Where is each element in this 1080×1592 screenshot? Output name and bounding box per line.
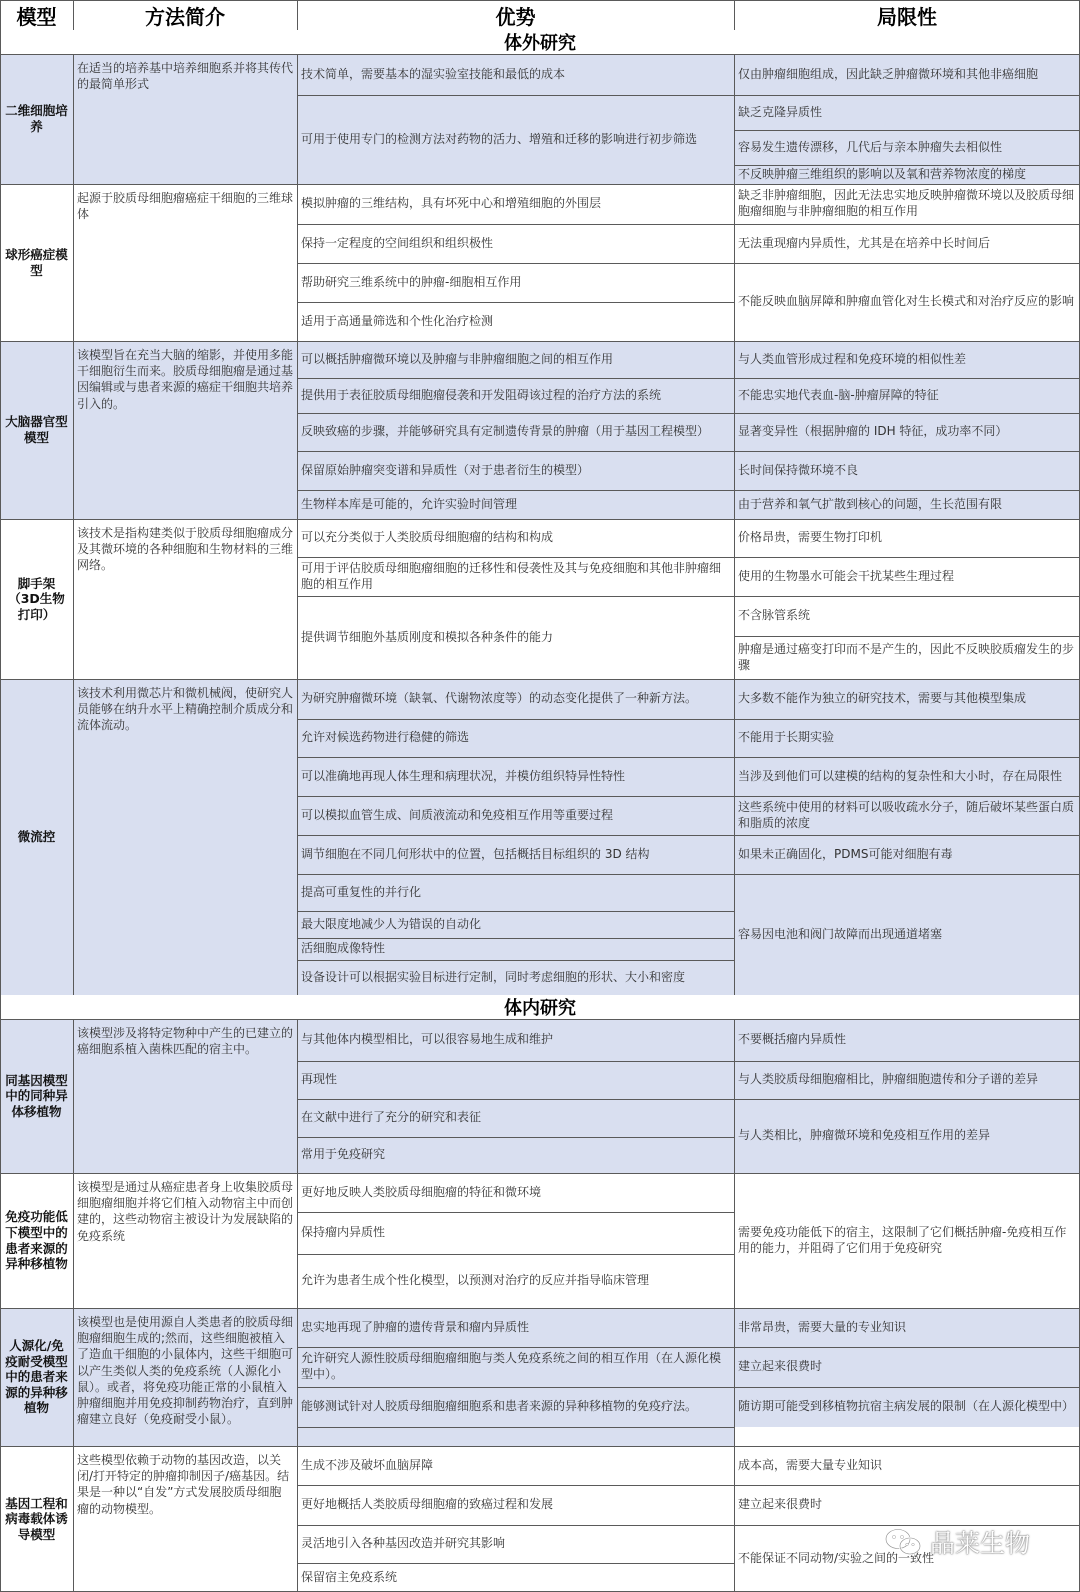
advantage-item (297, 95, 734, 184)
advantage-item (297, 835, 734, 874)
grid-line (734, 224, 1080, 225)
limitation-item-text: 如果未正确固化，PDMS可能对细胞有毒 (738, 846, 953, 861)
advantage-item-text: 反映致癌的步骤，并能够研究具有定制遗传背景的肿瘤（用于基因工程模型） (301, 424, 710, 439)
grid-line (297, 0, 298, 30)
limitation-item-text: 不含脉管系统 (738, 608, 811, 623)
limitation-item (734, 451, 1080, 490)
advantage-item (297, 679, 734, 719)
grid-line (297, 1427, 734, 1428)
column-header-text: 优势 (495, 4, 536, 29)
grid-line (297, 757, 734, 758)
grid-line (297, 874, 734, 875)
column-header-text: 方法简介 (145, 4, 225, 29)
grid-line (734, 1061, 1080, 1062)
grid-line (73, 519, 74, 679)
grid-line (0, 1308, 1080, 1309)
model-description-text: 该技术利用微芯片和微机械阀，使研究人员能够在纳升水平上精确控制介质成分和流体流动。 (77, 686, 294, 733)
grid-line (734, 1446, 735, 1592)
grid-line (0, 679, 1080, 680)
advantage-item-text: 设备设计可以根据实验目标进行定制，同时考虑细胞的形状、大小和密度 (301, 969, 686, 984)
model-name-text: 脚手架（3D生物打印） (8, 575, 65, 622)
advantage-item-text: 忠实地再现了肿瘤的遗传背景和瘤内异质性 (301, 1319, 530, 1334)
advantage-item-text: 允许为患者生成个性化模型，以预测对治疗的反应并指导临床管理 (301, 1273, 650, 1288)
grid-line (73, 184, 74, 341)
advantage-item-text: 活细胞成像特性 (301, 941, 386, 956)
grid-line (0, 1173, 1080, 1174)
watermark-text: 晶莱生物 (929, 1529, 1030, 1558)
grid-line (734, 451, 1080, 452)
limitation-item-text: 随访期可能受到移植物抗宿主病发展的限制（在人源化模型中） (738, 1399, 1075, 1414)
grid-line (0, 0, 1, 30)
grid-line (734, 263, 1080, 264)
grid-line (0, 1446, 1080, 1447)
advantage-item-text: 保持瘤内异质性 (301, 1225, 386, 1240)
grid-line (0, 54, 1, 184)
column-header (73, 0, 297, 30)
advantage-item-text: 允许研究人源性胶质母细胞瘤细胞与类人免疫系统之间的相互作用（在人源化模型中）。 (301, 1351, 722, 1381)
limitation-item-text: 容易发生遗传漂移，几代后与亲本肿瘤失去相似性 (738, 139, 1003, 154)
model-name (0, 54, 73, 184)
model-description (73, 519, 297, 679)
advantage-item (297, 960, 734, 995)
limitation-item (734, 1446, 1080, 1485)
model-name-text: 免疫功能低下模型中的患者来源的异种移植物 (5, 1209, 68, 1272)
model-description (73, 1019, 297, 1173)
grid-line (0, 519, 1080, 520)
grid-line (734, 95, 1080, 96)
model-name (0, 341, 73, 519)
grid-line (73, 341, 74, 519)
grid-line (297, 1347, 734, 1348)
grid-line (73, 1308, 74, 1446)
advantage-item-text: 技术简单，需要基本的湿实验室技能和最低的成本 (301, 66, 566, 81)
grid-line (0, 30, 1, 54)
advantage-item (297, 263, 734, 302)
advantage-item (297, 54, 734, 95)
model-description (73, 1173, 297, 1308)
advantage-item (297, 341, 734, 378)
grid-line (297, 184, 298, 341)
grid-line (297, 1099, 734, 1100)
grid-line (734, 1019, 735, 1173)
advantage-item (297, 1308, 734, 1347)
grid-line (297, 1485, 734, 1486)
grid-line (734, 54, 735, 184)
limitation-item-text: 建立起来很费时 (738, 1359, 823, 1374)
advantage-item (297, 874, 734, 911)
advantage-item (297, 1427, 734, 1446)
grid-line (297, 1137, 734, 1138)
limitation-item (734, 263, 1080, 341)
advantage-item-text: 模拟肿瘤的三维结构，具有坏死中心和增殖细胞的外围层 (301, 196, 602, 211)
column-header-text: 模型 (16, 4, 57, 29)
advantage-item (297, 519, 734, 557)
model-name-text: 大脑器官型模型 (5, 414, 68, 445)
grid-line (734, 378, 1080, 379)
advantage-item-text: 灵活地引入各种基因改造并研究其影响 (301, 1536, 506, 1551)
advantage-item (297, 1212, 734, 1254)
advantage-item-text: 再现性 (301, 1072, 338, 1087)
advantage-item (297, 1387, 734, 1427)
limitation-item (734, 54, 1080, 95)
limitation-item-text: 与人类胶质母细胞瘤相比，肿瘤细胞遗传和分子谱的差异 (738, 1072, 1039, 1087)
advantage-item (297, 1061, 734, 1099)
grid-line (73, 1446, 74, 1592)
advantage-item (297, 1099, 734, 1137)
model-name (0, 1019, 73, 1173)
column-header (734, 0, 1080, 30)
limitation-item (734, 679, 1080, 719)
advantage-item-text: 可以充分类似于人类胶质母细胞瘤的结构和构成 (301, 530, 554, 545)
grid-line (0, 0, 1080, 1)
limitation-item (734, 490, 1080, 519)
grid-line (734, 490, 1080, 491)
advantage-item (297, 451, 734, 490)
limitation-item-text: 不能用于长期实验 (738, 730, 835, 745)
advantage-item-text: 更好地概括人类胶质母细胞瘤的致癌过程和发展 (301, 1497, 554, 1512)
advantage-item-text: 提供用于表征胶质母细胞瘤侵袭和开发阻碍该过程的治疗方法的系统 (301, 387, 662, 402)
grid-line (734, 719, 1080, 720)
grid-line (0, 1173, 1, 1308)
grid-line (73, 1019, 74, 1173)
limitation-item (734, 557, 1080, 596)
model-name-text: 球形癌症模型 (5, 246, 68, 278)
limitation-item-text: 不要概括瘤内异质性 (738, 1032, 847, 1047)
grid-line (297, 835, 734, 836)
advantage-item (297, 1254, 734, 1308)
limitation-item-text: 容易因电池和阀门故障而出现通道堵塞 (738, 926, 943, 941)
grid-line (297, 1173, 298, 1308)
grid-line (297, 679, 298, 995)
limitation-item-text: 不反映肿瘤三维组织的影响以及氧和营养物浓度的梯度 (738, 166, 1027, 181)
advantage-item (297, 1173, 734, 1212)
model-description-text: 该模型涉及将特定物种中产生的已建立的癌细胞系植入菌株匹配的宿主中。 (77, 1026, 294, 1057)
limitation-item (734, 1347, 1080, 1387)
grid-line (297, 1525, 734, 1526)
grid-line (734, 130, 1080, 131)
grid-line (297, 378, 734, 379)
grid-line (297, 1061, 734, 1062)
advantage-item-text: 最大限度地减少人为错误的自动化 (301, 916, 482, 931)
model-name (0, 519, 73, 679)
advantage-item-text: 生成不涉及破坏血脑屏障 (301, 1457, 434, 1472)
grid-line (297, 451, 734, 452)
wechat-icon (884, 1528, 922, 1556)
column-header (297, 0, 734, 30)
grid-line (297, 938, 734, 939)
grid-line (734, 0, 735, 30)
grid-line (73, 0, 74, 30)
advantage-item-text: 可用于评估胶质母细胞瘤细胞的迁移性和侵袭性及其与免疫细胞和其他非肿瘤细胞的相互作用 (301, 560, 722, 591)
limitation-item (734, 1485, 1080, 1525)
advantage-item (297, 1137, 734, 1173)
model-name (0, 1173, 73, 1308)
limitation-item (734, 757, 1080, 796)
model-name-text: 微流控 (17, 829, 56, 845)
grid-line (0, 184, 1, 341)
watermark (884, 1524, 1030, 1560)
limitation-item (734, 165, 1080, 184)
grid-line (734, 519, 735, 679)
limitation-item (734, 636, 1080, 679)
model-name (0, 1446, 73, 1592)
advantage-item-text: 与其他体内模型相比，可以很容易地生成和维护 (301, 1032, 554, 1047)
advantage-item (297, 1563, 734, 1592)
limitation-item-text: 显著变异性（根据肿瘤的 IDH 特征，成功率不同） (738, 424, 1008, 439)
section-title-text: 体外研究 (504, 33, 576, 54)
grid-line (297, 263, 734, 264)
grid-line (297, 1308, 298, 1446)
model-description (73, 184, 297, 341)
limitation-item (734, 874, 1080, 995)
limitation-item (734, 1019, 1080, 1061)
advantage-item (297, 1485, 734, 1525)
limitation-item (734, 1308, 1080, 1347)
advantage-item (297, 413, 734, 451)
limitation-item-text: 由于营养和氧气扩散到核心的问题，生长范围有限 (738, 496, 1003, 511)
limitation-item-text: 这些系统中使用的材料可以吸收疏水分子，随后破坏某些蛋白质和脂质的浓度 (738, 799, 1075, 830)
grid-line (297, 557, 734, 558)
advantage-item-text: 更好地反映人类胶质母细胞瘤的特征和微环境 (301, 1184, 542, 1199)
model-name (0, 1308, 73, 1446)
advantage-item-text: 适用于高通量筛选和个性化治疗检测 (301, 313, 494, 328)
model-description-text: 该模型旨在充当大脑的缩影，并使用多能干细胞衍生而来。胶质母细胞瘤是通过基因编辑或与患者来源的癌症干细胞共培养引入的。 (77, 348, 294, 411)
advantage-item-text: 生物样本库是可能的，允许实验时间管理 (301, 496, 518, 511)
grid-line (734, 874, 1080, 875)
limitation-item-text: 当涉及到他们可以建模的结构的复杂性和大小时，存在局限性 (738, 768, 1063, 783)
model-description-text: 该模型也是使用源自人类患者的胶质母细胞瘤细胞生成的;然而，这些细胞被植入了造血干细胞的小鼠体内，这些干细胞可以产生类似人类的免疫系统（人源化小鼠）。或者，将免疫功能正常的小鼠植入肿瘤细胞并用免疫抑制药物治疗，直到肿瘤建立良好（免疫耐受小鼠）。 (77, 1315, 294, 1427)
grid-line (297, 1446, 298, 1592)
advantage-item (297, 490, 734, 519)
limitation-item-text: 与人类相比，肿瘤微环境和免疫相互作用的差异 (738, 1128, 991, 1143)
grid-line (734, 835, 1080, 836)
limitation-item-text: 缺乏克隆异质性 (738, 104, 823, 119)
advantage-item (297, 757, 734, 796)
advantage-item-text: 常用于免疫研究 (301, 1147, 386, 1162)
model-name-text: 二维细胞培养 (5, 103, 68, 134)
grid-line (0, 341, 1080, 342)
limitation-item (734, 224, 1080, 263)
grid-line (297, 960, 734, 961)
advantage-item-text: 保持一定程度的空间组织和组织极性 (301, 235, 494, 250)
advantage-item (297, 378, 734, 413)
limitation-item (734, 719, 1080, 757)
grid-line (734, 796, 1080, 797)
grid-line (297, 519, 298, 679)
grid-line (0, 995, 1, 1019)
model-description (73, 1308, 297, 1446)
grid-line (297, 54, 298, 184)
limitation-item-text: 不能反映血脑屏障和肿瘤血管化对生长模式和对治疗反应的影响 (738, 294, 1075, 309)
limitation-item-text: 非常昂贵，需要大量的专业知识 (738, 1319, 907, 1334)
limitation-item-text: 仅由肿瘤细胞组成，因此缺乏肿瘤微环境和其他非癌细胞 (738, 66, 1039, 81)
advantage-item (297, 719, 734, 757)
advantage-item-text: 在文献中进行了充分的研究和表征 (301, 1110, 482, 1125)
advantage-item (297, 557, 734, 596)
model-name-text: 同基因模型中的同种异体移植物 (5, 1072, 68, 1119)
limitation-item-text: 缺乏非肿瘤细胞，因此无法忠实地反映肿瘤微环境以及胶质母细胞瘤细胞与非肿瘤细胞的相互作用 (738, 188, 1075, 218)
advantage-item (297, 224, 734, 263)
limitation-item-text: 肿瘤是通过癌变打印而不是产生的，因此不反映胶质瘤发生的步骤 (738, 641, 1075, 672)
grid-line (297, 224, 734, 225)
grid-line (734, 1099, 1080, 1100)
advantage-item (297, 302, 734, 341)
grid-line (297, 596, 734, 597)
advantage-item-text: 提供调节细胞外基质刚度和模拟各种条件的能力 (301, 629, 554, 644)
advantage-item (297, 911, 734, 938)
model-description (73, 341, 297, 519)
grid-line (734, 1308, 735, 1446)
advantage-item-text: 可用于使用专门的检测方法对药物的活力、增殖和迁移的影响进行初步筛选 (301, 131, 698, 146)
limitation-item (734, 519, 1080, 557)
section-title (0, 30, 1080, 54)
grid-line (734, 413, 1080, 414)
grid-line (734, 341, 735, 519)
limitation-item (734, 378, 1080, 413)
grid-line (297, 413, 734, 414)
advantage-item-text: 可以概括肿瘤微环境以及肿瘤与非肿瘤细胞之间的相互作用 (301, 351, 614, 366)
limitation-item-text: 使用的生物墨水可能会干扰某些生理过程 (738, 568, 955, 583)
advantage-item (297, 596, 734, 679)
model-name (0, 679, 73, 995)
section-title (0, 995, 1080, 1019)
limitation-item-text: 长时间保持微环境不良 (738, 462, 859, 477)
grid-line (734, 1173, 735, 1308)
advantage-item (297, 184, 734, 224)
grid-line (297, 302, 734, 303)
limitation-item (734, 1061, 1080, 1099)
model-description (73, 1446, 297, 1592)
grid-line (0, 1019, 1080, 1020)
model-description (73, 679, 297, 995)
grid-line (734, 1485, 1080, 1486)
model-name-text: 基因工程和病毒载体诱导模型 (5, 1495, 68, 1542)
grid-line (734, 1387, 1080, 1388)
advantage-item-text: 允许对候选药物进行稳健的筛选 (301, 730, 470, 745)
limitation-item (734, 1099, 1080, 1173)
limitation-item (734, 130, 1080, 165)
grid-line (734, 184, 735, 341)
grid-line (0, 341, 1, 519)
grid-line (0, 1308, 1, 1446)
grid-line (297, 490, 734, 491)
limitation-item (734, 184, 1080, 224)
limitation-item-text: 建立起来很费时 (738, 1497, 823, 1512)
grid-line (297, 1254, 734, 1255)
limitation-item-text: 成本高，需要大量专业知识 (738, 1457, 883, 1472)
advantage-item-text: 调节细胞在不同几何形状中的位置，包括概括目标组织的 3D 结构 (301, 846, 650, 861)
limitation-item-text: 需要免疫功能低下的宿主，这限制了它们概括肿瘤-免疫相互作用的能力，并阻碍了它们用于免疫研究 (738, 1224, 1067, 1255)
grid-line (73, 54, 74, 184)
grid-line (0, 1446, 1, 1592)
column-header-text: 局限性 (877, 4, 937, 29)
limitation-item-text: 不能保证不同动物/实验之间的一致性 (738, 1550, 935, 1565)
model-description-text: 在适当的培养基中培养细胞系并将其传代的最简单形式 (77, 61, 294, 92)
grid-line (0, 519, 1, 679)
grid-line (734, 679, 735, 995)
grid-line (73, 1173, 74, 1308)
grid-line (734, 1347, 1080, 1348)
advantage-item-text: 可以准确地再现人体生理和病理状况，并模仿组织特异性特性 (301, 768, 626, 783)
advantage-item (297, 1525, 734, 1563)
advantage-item-text: 可以模拟血管生成、间质液流动和免疫相互作用等重要过程 (301, 807, 614, 822)
grid-line (734, 165, 1080, 166)
model-name (0, 184, 73, 341)
limitation-item-text: 无法重现瘤内异质性，尤其是在培养中长时间后 (738, 235, 991, 250)
advantage-item (297, 796, 734, 835)
limitation-item (734, 413, 1080, 451)
grid-line (73, 679, 74, 995)
advantage-item (297, 938, 734, 960)
limitation-item-text: 价格昂贵，需要生物打印机 (738, 530, 883, 545)
limitation-item (734, 341, 1080, 378)
limitation-item (734, 1387, 1080, 1427)
advantage-item-text: 能够测试针对人胶质母细胞瘤细胞系和患者来源的异种移植物的免疫疗法。 (301, 1399, 698, 1414)
grid-line (297, 1563, 734, 1564)
grid-line (297, 341, 298, 519)
model-description-text: 该模型是通过从癌症患者身上收集胶质母细胞瘤细胞并将它们植入动物宿主中而创建的，这些动物宿主被设计为发展缺陷的免疫系统 (77, 1180, 294, 1243)
limitation-item-text: 大多数不能作为独立的研究技术，需要与其他模型集成 (738, 691, 1027, 706)
grid-line (0, 184, 1080, 185)
advantage-item (297, 1446, 734, 1485)
limitation-item (734, 95, 1080, 130)
model-description-text: 这些模型依赖于动物的基因改造，以关闭/打开特定的肿瘤抑制因子/癌基因。结果是一种以“自发”方式发展胶质母细胞瘤的动物模型。 (77, 1453, 290, 1516)
model-description-text: 该技术是指构建类似于胶质母细胞瘤成分及其微环境的各种细胞和生物材料的三维网络。 (77, 526, 294, 573)
advantage-item (297, 1019, 734, 1061)
section-title-text: 体内研究 (504, 998, 576, 1019)
grid-line (0, 1019, 1, 1173)
model-name-text: 人源化/免疫耐受模型中的患者来源的异种移植物 (5, 1337, 68, 1416)
grid-line (0, 54, 1080, 55)
advantage-item-text: 保留原始肿瘤突变谱和异质性（对于患者衍生的模型） (301, 462, 590, 477)
advantage-item-text: 帮助研究三维系统中的肿瘤-细胞相互作用 (301, 274, 522, 289)
grid-line (297, 796, 734, 797)
grid-line (0, 679, 1, 995)
grid-line (734, 557, 1080, 558)
advantage-item-text: 提高可重复性的并行化 (301, 884, 422, 899)
grid-line (297, 1019, 298, 1173)
limitation-item (734, 1173, 1080, 1308)
grid-line (297, 1212, 734, 1213)
advantage-item-text: 为研究肿瘤微环境（缺氧、代谢物浓度等）的动态变化提供了一种新方法。 (301, 691, 698, 706)
limitation-item (734, 835, 1080, 874)
limitation-item (734, 796, 1080, 835)
column-header (0, 0, 73, 30)
grid-line (297, 1387, 734, 1388)
limitation-item-text: 与人类血管形成过程和免疫环境的相似性差 (738, 351, 967, 366)
limitation-item (734, 596, 1080, 636)
grid-line (297, 719, 734, 720)
grid-line (734, 596, 1080, 597)
grid-line (297, 911, 734, 912)
advantage-item (297, 1347, 734, 1387)
limitation-item-text: 不能忠实地代表血-脑-肿瘤屏障的特征 (738, 387, 939, 402)
grid-line (297, 95, 734, 96)
grid-line (734, 636, 1080, 637)
advantage-item-text: 保留宿主免疫系统 (301, 1569, 398, 1584)
grid-line (734, 757, 1080, 758)
model-description (73, 54, 297, 184)
model-description-text: 起源于胶质母细胞瘤癌症干细胞的三维球体 (77, 191, 294, 222)
